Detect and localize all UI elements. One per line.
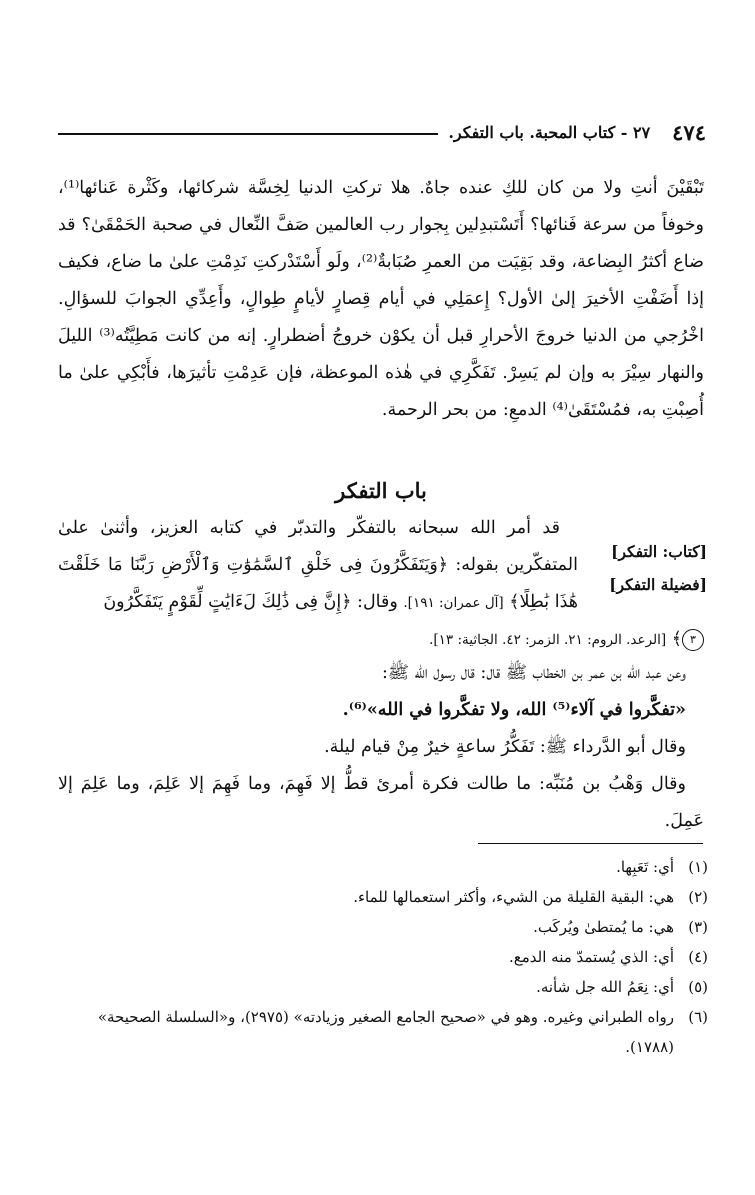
abu-darda-saying: وقال أبو الدَّرداء ﷺ: تَفَكُّرُ ساعةٍ خيرٌ مِنْ قيام ليلة. <box>324 737 686 757</box>
intro-text: قد أمر الله سبحانه بالتفكّر والتدبّر في كتابه العزيز، وأثنىٰ علىٰ المتفكّرين بقوله: <box>58 518 578 575</box>
quran-verse-1: ﴿وَيَتَفَكَّرُونَ فِى خَلْقِ ٱلسَّمَٰوَٰتِ وَٱلْأَرْضِ رَبَّنَا مَا خَلَقْتَ هَٰذَا بَٰطِلًا﴾ <box>58 555 578 612</box>
section-title: باب التفكر <box>335 478 427 503</box>
footnote-text: أي: الذي يُستمدّ منه الدمع. <box>508 948 674 966</box>
footnote-number: (٥) <box>688 978 708 996</box>
quran-verse-2-close: ﴾ <box>671 629 682 649</box>
intro-paragraph <box>58 510 578 622</box>
footnote <box>58 852 708 882</box>
footnote <box>58 912 708 942</box>
wahb-saying: وقال وَهْبُ بن مُنَبِّه: ما طالت فكرة أمرئ قطُّ إلا فَهِمَ، وما فَهِمَ إلا عَلِمَ، وما عَلِمَ إلا عَمِلَ. <box>58 774 704 831</box>
ayah-number-mark: ٣ <box>682 629 704 651</box>
margin-notes <box>587 535 707 601</box>
footnote-number: (٣) <box>688 918 708 936</box>
footnote-number: (٦) <box>688 1008 708 1026</box>
intro-paragraph-tail <box>58 621 704 659</box>
hadith-narration: وعن عبد الله بن عمر بن الخطاب ﷺ قال: قال رسول الله ﷺ: <box>381 663 686 683</box>
margin-note-book: [كتاب: التفكر] <box>611 542 707 561</box>
hadith-section <box>58 655 704 840</box>
page-header <box>58 118 706 146</box>
page-number: ٤٧٤ <box>672 119 706 145</box>
footnote <box>58 1002 708 1062</box>
footnote-text: أي: تَعَبِها. <box>616 858 674 876</box>
footnote-number: (٢) <box>688 888 708 906</box>
intro-text-mid: وقال: <box>357 592 398 612</box>
footnote-number: (١) <box>688 858 708 876</box>
header-rule <box>58 133 438 135</box>
footnote-text: رواه الطبراني وغيره. وهو في «صحيح الجامع الصغير وزيادته» (٢٩٧٥)، و«السلسلة الصحيحة» (١٧٨٨). <box>97 1008 674 1056</box>
footnote-text: أي: نِعَمُ الله جل شأنه. <box>536 978 674 996</box>
footnote <box>58 972 708 1002</box>
opening-paragraph: تَبْقَيْنَ أنتِ ولا من كان للكِ عنده جاهٌ. هلا تركتِ الدنيا لِخِسَّة شركائها، وكَثْرة عَنائها⁽¹⁾، وخوفاً من سرعة فَنائها؟ أَتَسْتبدِلين بِجوار رب العالمين صَفَّ النِّعال في صحبة الحَمْقَىٰ؟ قد ضاع أكثرُ البِضاعة، وقد بَقِيَت من العمرِ صُبَابةٌ⁽²⁾، ولَو أَسْتَدْركتِ نَدِمْتِ علىٰ ما ضاع، فكيف إذا أَضَفْتِ الأخيرَ إلىٰ الأول؟ إِعمَلِي في أيام قِصارٍ لأيامٍ طِوالٍ، وأَعِدِّي الجوابَ للسؤالِ. اخْرُجي من الدنيا خروجَ الأحرارِ قبل أن يكوْن خروجُ أضطرارٍ. إنه من كانت مَطِيَّتُه⁽³⁾ الليلَ والنهار سِيْرَ به وإن لم يَسِرْ. تَفَكَّرِي في هٰذه الموعظة، فإن عَدِمْتِ تأثيرَها، فأَبْكِي علىٰ ما أُصِبْتِ به، فمُسْتَقَىٰ⁽⁴⁾ الدمعِ: من بحر الرحمة. <box>58 178 704 420</box>
quran-reference-1: [آل عمران: ١٩١]. <box>403 595 504 611</box>
running-head: ٢٧ - كتاب المحبة. باب التفكر. <box>448 122 651 142</box>
quran-verse-2: ﴿إِنَّ فِى ذَٰلِكَ لَءَايَٰتٍ لِّقَوْمٍ يَتَفَكَّرُونَ <box>103 592 352 612</box>
margin-note-virtue: [فضيلة التفكر] <box>609 575 707 594</box>
footnote-divider <box>478 843 703 844</box>
footnote <box>58 882 708 912</box>
footnote-text: هي: ما يُمتطىٰ ويُركَب. <box>533 918 674 936</box>
footnote-number: (٤) <box>688 948 708 966</box>
hadith-quote: «تفكَّروا في آلاء⁽⁵⁾ الله، ولا تفكَّروا في الله»⁽⁶⁾. <box>342 700 686 720</box>
footnote-text: هي: البقية القليلة من الشيء، وأكثر استعمالها للماء. <box>353 888 674 906</box>
quran-reference-2: [الرعد. الروم: ٢١. الزمر: ٤٢. الجاثية: ١٣]. <box>429 632 667 648</box>
footnotes <box>58 852 708 1062</box>
footnote <box>58 942 708 972</box>
